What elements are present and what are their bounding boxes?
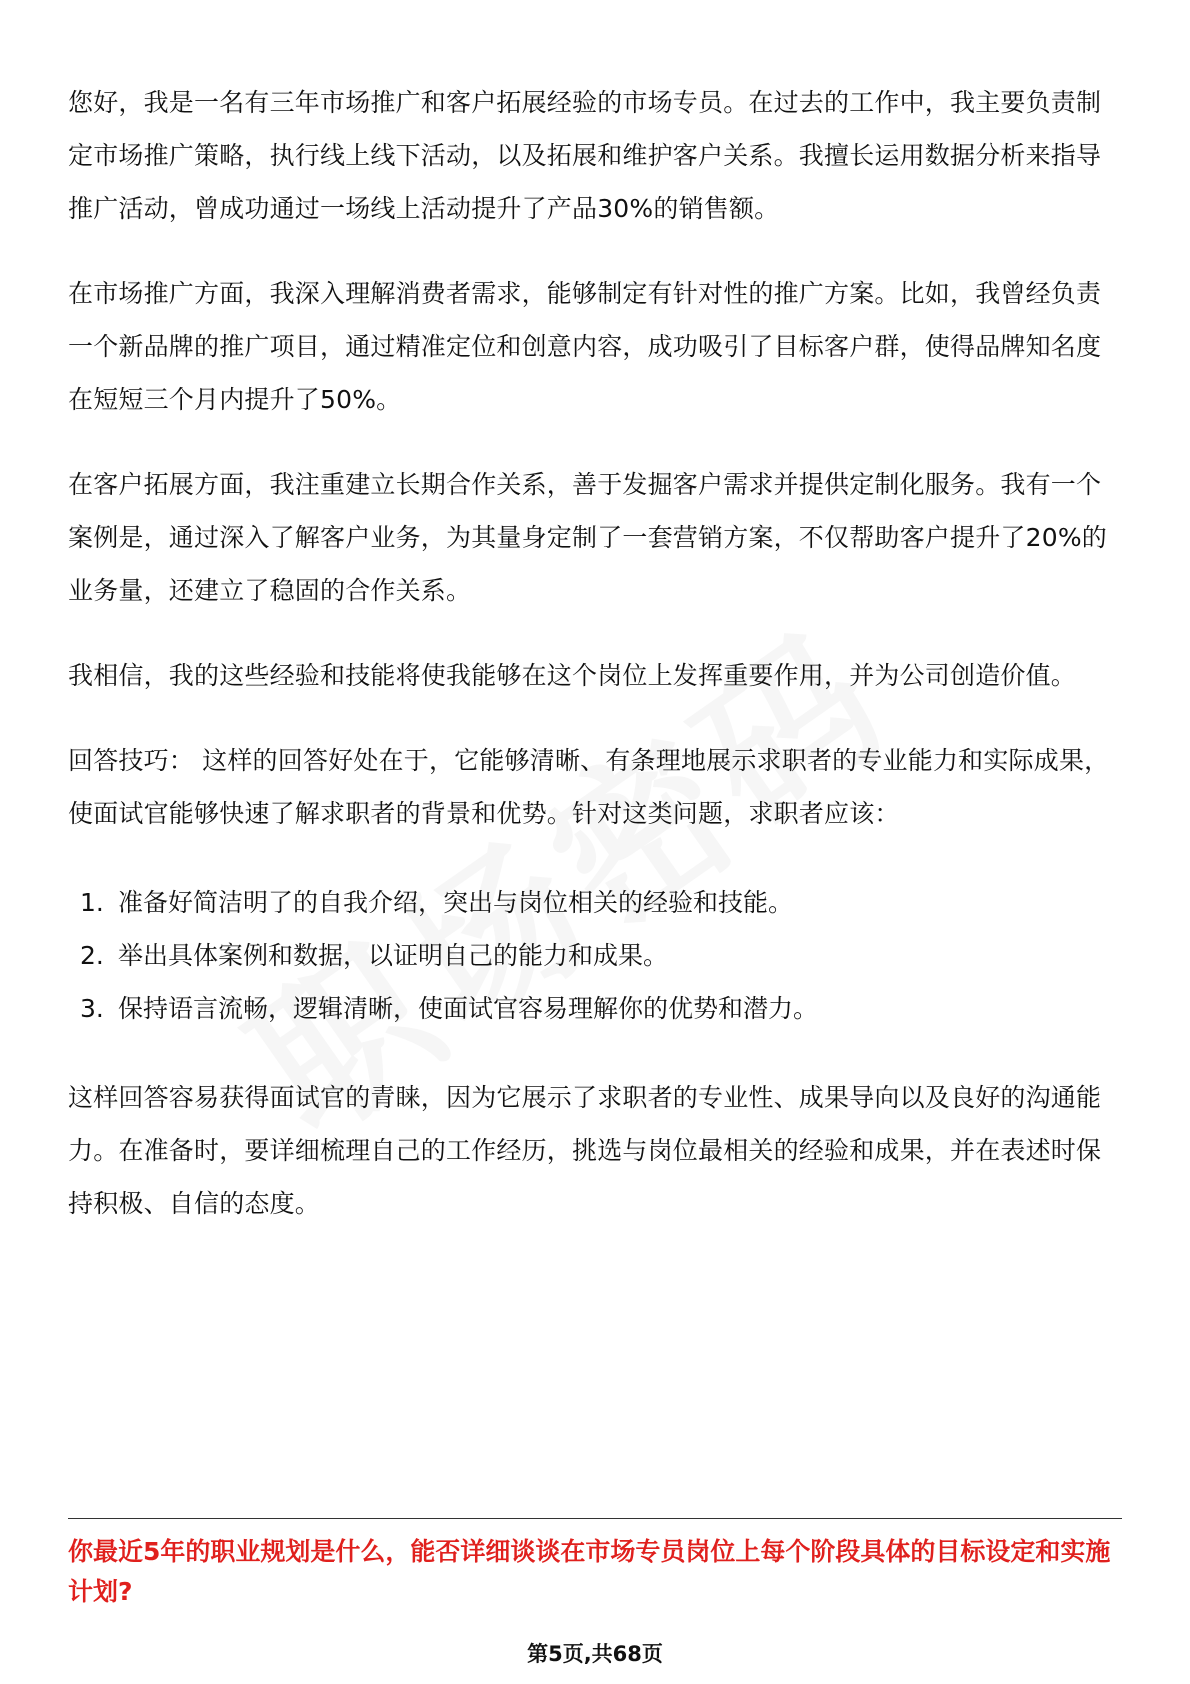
next-question-heading: 你最近5年的职业规划是什么，能否详细谈谈在市场专员岗位上每个阶段具体的目标设定和实施计划?	[68, 1537, 1111, 1606]
paragraph-marketing: 在市场推广方面，我深入理解消费者需求，能够制定有针对性的推广方案。比如，我曾经负责一个新品牌的推广项目，通过精准定位和创意内容，成功吸引了目标客户群，使得品牌知名度在短短三个月内提升了50%。	[68, 279, 1102, 414]
list-item	[80, 876, 1122, 929]
paragraph-intro: 您好，我是一名有三年市场推广和客户拓展经验的市场专员。在过去的工作中，我主要负责制定市场推广策略，执行线上线下活动，以及拓展和维护客户关系。我擅长运用数据分析来指导推广活动，曾成功通过一场线上活动提升了产品30%的销售额。	[68, 88, 1102, 223]
list-number: 1.	[80, 888, 104, 917]
paragraph-closing: 我相信，我的这些经验和技能将使我能够在这个岗位上发挥重要作用，并为公司创造价值。	[68, 661, 1077, 690]
paragraph-tips-intro: 回答技巧： 这样的回答好处在于，它能够清晰、有条理地展示求职者的专业能力和实际成果，使面试官能够快速了解求职者的背景和优势。针对这类问题，求职者应该：	[68, 746, 1110, 828]
list-text: 保持语言流畅，逻辑清晰，使面试官容易理解你的优势和潜力。	[118, 994, 819, 1023]
tips-list	[68, 876, 1122, 1035]
document-body	[68, 76, 1122, 1230]
page-footer: 第5页,共68页	[527, 1642, 663, 1666]
list-item	[80, 982, 1122, 1035]
paragraph-client: 在客户拓展方面，我注重建立长期合作关系，善于发掘客户需求并提供定制化服务。我有一个案例是，通过深入了解客户业务，为其量身定制了一套营销方案，不仅帮助客户提升了20%的业务量，还建立了稳固的合作关系。	[68, 470, 1107, 605]
paragraph-summary: 这样回答容易获得面试官的青睐，因为它展示了求职者的专业性、成果导向以及良好的沟通能力。在准备时，要详细梳理自己的工作经历，挑选与岗位最相关的经验和成果，并在表述时保持积极、自信的态度。	[68, 1083, 1102, 1218]
list-item	[80, 929, 1122, 982]
list-text: 举出具体案例和数据，以证明自己的能力和成果。	[118, 941, 669, 970]
section-divider	[68, 1518, 1122, 1519]
list-text: 准备好简洁明了的自我介绍，突出与岗位相关的经验和技能。	[118, 888, 794, 917]
list-number: 2.	[80, 941, 104, 970]
list-number: 3.	[80, 994, 104, 1023]
